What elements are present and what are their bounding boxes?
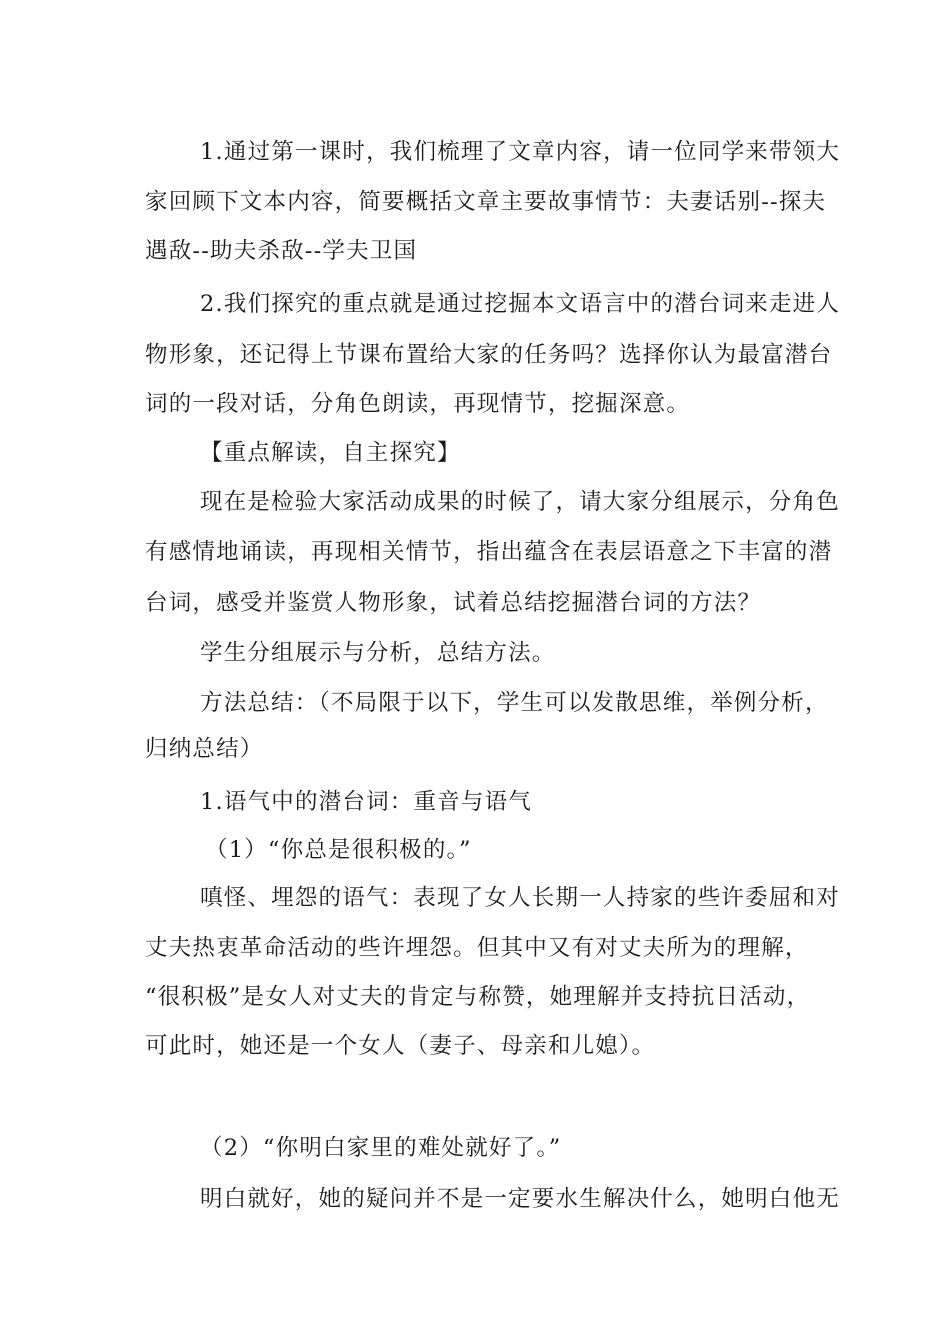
text-line: 1.语气中的潜台词：重音与语气	[200, 789, 532, 815]
text-line: 有感情地诵读，再现相关情节，指出蕴含在表层语意之下丰富的潜	[145, 539, 833, 565]
text-line: 台词，感受并鉴赏人物形象，试着总结挖掘潜台词的方法？	[145, 590, 762, 616]
text-line: 1.通过第一课时，我们梳理了文章内容，请一位同学来带领大	[200, 139, 841, 165]
text-line: 现在是检验大家活动成果的时候了，请大家分组展示，分角色	[200, 489, 840, 515]
text-line: “很积极”是女人对丈夫的肯定与称赞，她理解并支持抗日活动，	[145, 984, 811, 1010]
text-line: 可此时，她还是一个女人（妻子、母亲和儿媳）。	[145, 1033, 656, 1059]
text-line: 家回顾下文本内容，简要概括文章主要故事情节：夫妻话别--探夫	[145, 189, 827, 215]
text-line: 2.我们探究的重点就是通过挖掘本文语言中的潜台词来走进人	[200, 291, 841, 317]
text-line: （1）“你总是很积极的。”	[205, 837, 472, 863]
text-line: 丈夫热衷革命活动的些许埋怨。但其中又有对丈夫所为的理解，	[145, 935, 809, 961]
text-line: 方法总结：（不局限于以下，学生可以发散思维，举例分析，	[200, 690, 829, 716]
text-line: 学生分组展示与分析，总结方法。	[200, 640, 556, 666]
text-line: 归纳总结）	[145, 736, 264, 762]
text-line: （2）“你明白家里的难处就好了。”	[200, 1135, 562, 1161]
section-heading: 【重点解读，自主探究】	[200, 440, 461, 466]
text-line: 嗔怪、埋怨的语气：表现了女人长期一人持家的些许委屈和对	[200, 885, 840, 911]
text-line: 明白就好，她的疑问并不是一定要水生解决什么，她明白他无	[200, 1186, 840, 1212]
text-line: 词的一段对话，分角色朗读，再现情节，挖掘深意。	[145, 391, 691, 417]
text-line: 遇敌--助夫杀敌--学夫卫国	[145, 238, 418, 264]
text-line: 物形象，还记得上节课布置给大家的任务吗？选择你认为最富潜台	[145, 342, 833, 368]
